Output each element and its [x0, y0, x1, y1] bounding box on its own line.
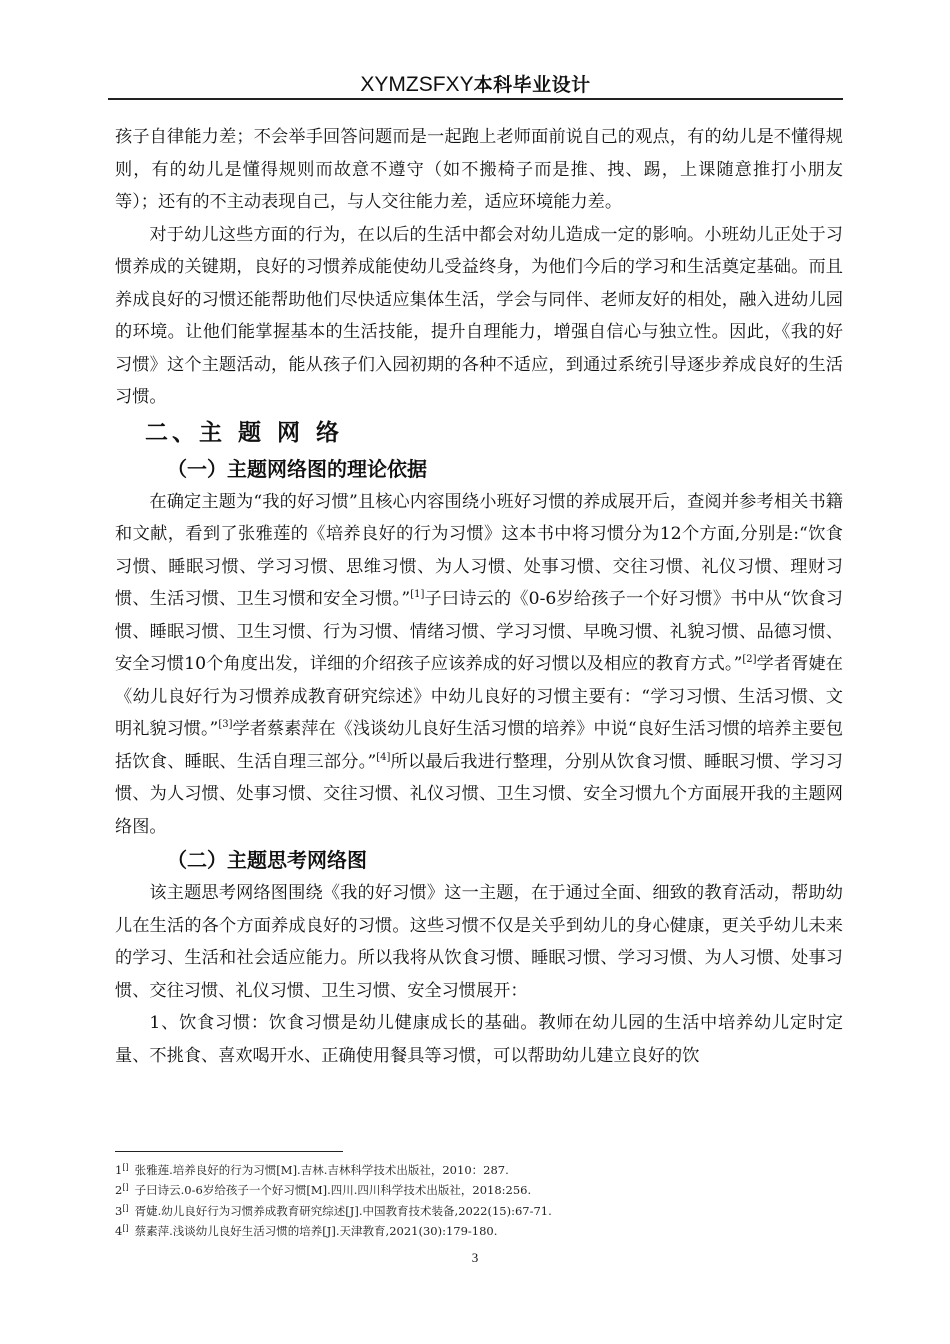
theory-text-3: 学者胥婕在《幼儿良好行为习惯养成教育研究综述》中幼儿良好的习惯主要有：“学习习惯、生活习惯、文明礼貌习惯。”: [115, 654, 843, 739]
page-number: 3: [471, 1250, 479, 1265]
header-school-code: XYMZSFXY: [360, 73, 474, 96]
footnote-marker: 4[]: [115, 1223, 129, 1238]
paragraph-network: 该主题思考网络图围绕《我的好习惯》这一主题，在于通过全面、细致的教育活动，帮助幼儿在生活的各个方面养成良好的习惯。这些习惯不仅是关乎到幼儿的身心健康，更关乎幼儿未来的学习、生活和社会适应能力。所以我将从饮食习惯、睡眠习惯、学习习惯、为人习惯、处事习惯、交往习惯、礼仪习惯、卫生习惯、安全习惯展开：: [115, 883, 843, 1001]
body-text: [115, 121, 843, 1072]
citation-4: [4]: [376, 751, 391, 763]
theory-text-5: 所以最后我进行整理，分别从饮食习惯、睡眠习惯、学习习惯、为人习惯、处事习惯、交往习惯、礼仪习惯、卫生习惯、安全习惯九个方面展开我的主题网络图。: [115, 751, 843, 837]
footnote-marker: 3[]: [115, 1203, 129, 1218]
paragraph-diet-habit: 1、饮食习惯：饮食习惯是幼儿健康成长的基础。教师在幼儿园的生活中培养幼儿定时定量、不挑食、喜欢喝开水、正确使用餐具等习惯，可以帮助幼儿建立良好的饮: [115, 1013, 843, 1066]
footnote-item: [115, 1200, 843, 1220]
footnote-marker: 2[]: [115, 1183, 129, 1198]
footnote-text: 蔡素萍.浅谈幼儿良好生活习惯的培养[J].天津教育,2021(30):179-180.: [134, 1223, 498, 1238]
paragraph-continued: 孩子自律能力差；不会举手回答问题而是一起跑上老师面前说自己的观点，有的幼儿是不懂得规则，有的幼儿是懂得规则而故意不遵守（如不搬椅子而是推、拽、踢，上课随意推打小朋友等）；还有的不主动表现自己，与人交往能力差，适应环境能力差。: [115, 127, 843, 212]
citation-2: [2]: [742, 654, 757, 665]
footnote-item: [115, 1159, 843, 1179]
header-title: 本科毕业设计: [473, 74, 591, 96]
footnotes: [115, 1159, 843, 1240]
footnote-marker: 1[]: [115, 1163, 129, 1177]
paragraph-theory: [115, 486, 843, 844]
theory-text-2: 子曰诗云的《0-6岁给孩子一个好习惯》书中从“饮食习惯、睡眠习惯、卫生习惯、行为习惯、情绪习惯、学习习惯、早晚习惯、礼貌习惯、品德习惯、安全习惯10个角度出发，详细的介绍孩子应该养成的好习惯以及相应的教育方式。”: [115, 589, 843, 674]
citation-3: [3]: [218, 719, 233, 730]
header-rule: [108, 98, 843, 100]
footnote-text: 子曰诗云.0-6岁给孩子一个好习惯[M].四川.四川科学技术出版社，2018:256.: [134, 1183, 532, 1198]
footnote-text: 张雅莲.培养良好的行为习惯[M].吉林.吉林科学技术出版社，2010：287.: [134, 1163, 509, 1177]
subsection-heading-network: （二）主题思考网络图: [167, 848, 367, 872]
citation-1: [1]: [410, 589, 425, 600]
theory-text-4: 学者蔡素萍在《浅谈幼儿良好生活习惯的培养》中说“良好生活习惯的培养主要包括饮食、睡眠、生活自理三部分。”: [115, 719, 844, 772]
footnote-item: [115, 1179, 843, 1199]
subsection-heading-theory: （一）主题网络图的理论依据: [167, 456, 427, 481]
paragraph-impact: 对于幼儿这些方面的行为，在以后的生活中都会对幼儿造成一定的影响。小班幼儿正处于习惯养成的关键期，良好的习惯养成能使幼儿受益终身，为他们今后的学习和生活奠定基础。而且养成良好的习惯还能帮助他们尽快适应集体生活，学会与同伴、老师友好的相处，融入进幼儿园的环境。让他们能掌握基本的生活技能，提升自理能力，增强自信心与独立性。因此，《我的好习惯》这个主题活动，能从孩子们入园初期的各种不适应，到通过系统引导逐步养成良好的生活习惯。: [115, 224, 843, 407]
footnote-rule: [115, 1151, 343, 1152]
theory-text-1: 在确定主题为“我的好习惯”且核心内容围绕小班好习惯的养成展开后，查阅并参考相关书籍和文献，看到了张雅莲的《培养良好的行为习惯》这本书中将习惯分为12个方面,分别是:“饮食习惯、睡眠习惯、学习习惯、思维习惯、为人习惯、处事习惯、交往习惯、礼仪习惯、理财习惯、生活习惯、卫生习惯和安全习惯。”: [115, 491, 843, 609]
footnote-text: 胥婕.幼儿良好行为习惯养成教育研究综述[J].中国教育技术装备,2022(15):67-71.: [134, 1203, 552, 1218]
footnote-item: [115, 1220, 843, 1240]
section-heading: 二、主 题 网 络: [145, 419, 344, 446]
